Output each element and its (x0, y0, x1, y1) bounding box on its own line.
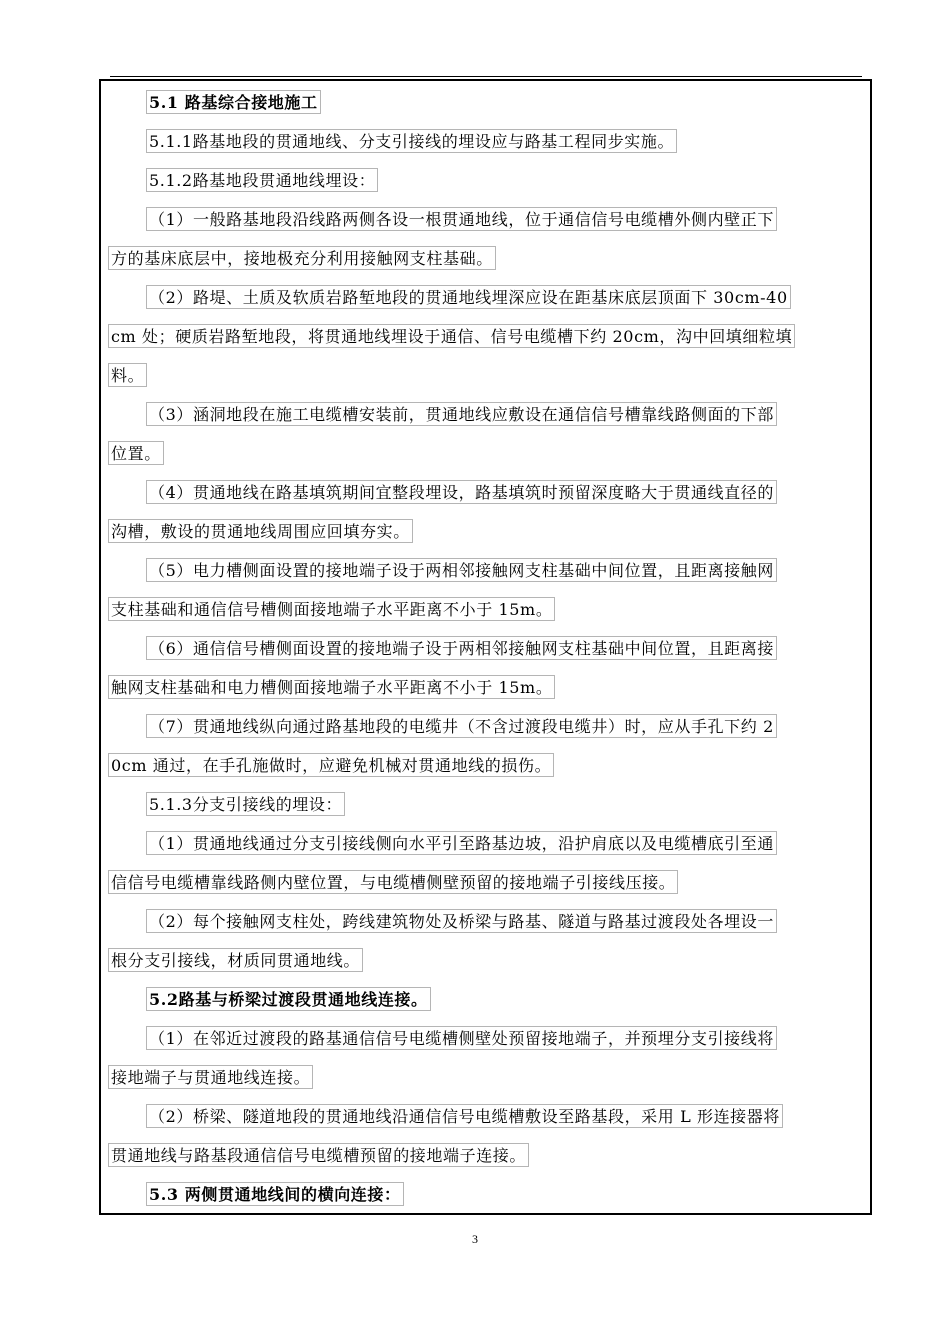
section-heading-5-3: 5.3 两侧贯通地线间的横向连接： (146, 1182, 404, 1207)
paragraph-line: （1）一般路基地段沿线路两侧各设一根贯通地线，位于通信信号电缆槽外侧内壁正下 (146, 207, 777, 232)
paragraph-line: 料。 (108, 363, 147, 388)
paragraph-line: 方的基床底层中，接地极充分利用接触网支柱基础。 (108, 246, 496, 271)
paragraph-line: 信信号电缆槽靠线路侧内壁位置，与电缆槽侧壁预留的接地端子引接线压接。 (108, 870, 678, 895)
paragraph-line: （3）涵洞地段在施工电缆槽安装前，贯通地线应敷设在通信信号槽靠线路侧面的下部 (146, 402, 777, 427)
paragraph-line: （2）桥梁、隧道地段的贯通地线沿通信信号电缆槽敷设至路基段，采用 L 形连接器将 (146, 1104, 783, 1129)
subsection-heading-5-1-3: 5.1.3分支引接线的埋设： (146, 792, 345, 817)
header-rule (110, 76, 862, 77)
paragraph-line: （1）贯通地线通过分支引接线侧向水平引至路基边坡，沿护肩底以及电缆槽底引至通 (146, 831, 777, 856)
paragraph-line: 5.1.1路基地段的贯通地线、分支引接线的埋设应与路基工程同步实施。 (146, 129, 677, 154)
paragraph-line: 位置。 (108, 441, 164, 466)
paragraph-line: 触网支柱基础和电力槽侧面接地端子水平距离不小于 15m。 (108, 675, 555, 700)
paragraph-line: （6）通信信号槽侧面设置的接地端子设于两相邻接触网支柱基础中间位置，且距离接 (146, 636, 777, 661)
paragraph-line: 支柱基础和通信信号槽侧面接地端子水平距离不小于 15m。 (108, 597, 555, 622)
paragraph-line: （2）路堤、土质及软质岩路堑地段的贯通地线埋深应设在距基床底层顶面下 30cm-40 (146, 285, 791, 310)
paragraph-line: （7）贯通地线纵向通过路基地段的电缆井（不含过渡段电缆井）时，应从手孔下约 2 (146, 714, 777, 739)
paragraph-line: （5）电力槽侧面设置的接地端子设于两相邻接触网支柱基础中间位置，且距离接触网 (146, 558, 777, 583)
paragraph-line: （1）在邻近过渡段的路基通信信号电缆槽侧壁处预留接地端子，并预埋分支引接线将 (146, 1026, 777, 1051)
paragraph-line: 根分支引接线，材质同贯通地线。 (108, 948, 363, 973)
paragraph-line: 沟槽，敷设的贯通地线周围应回填夯实。 (108, 519, 413, 544)
section-heading-5-1: 5.1 路基综合接地施工 (146, 90, 321, 115)
subsection-heading-5-1-2: 5.1.2路基地段贯通地线埋设： (146, 168, 378, 193)
paragraph-line: 接地端子与贯通地线连接。 (108, 1065, 313, 1090)
paragraph-line: （4）贯通地线在路基填筑期间宜整段埋设，路基填筑时预留深度略大于贯通线直径的 (146, 480, 777, 505)
paragraph-line: （2）每个接触网支柱处，跨线建筑物处及桥梁与路基、隧道与路基过渡段处各埋设一 (146, 909, 777, 934)
section-heading-5-2: 5.2路基与桥梁过渡段贯通地线连接。 (146, 987, 431, 1012)
paragraph-line: cm 处；硬质岩路堑地段，将贯通地线埋设于通信、信号电缆槽下约 20cm，沟中回填细粒填 (108, 324, 795, 349)
page-number: 3 (472, 1232, 478, 1246)
paragraph-line: 贯通地线与路基段通信信号电缆槽预留的接地端子连接。 (108, 1143, 529, 1168)
paragraph-line: 0cm 通过，在手孔施做时，应避免机械对贯通地线的损伤。 (108, 753, 554, 778)
